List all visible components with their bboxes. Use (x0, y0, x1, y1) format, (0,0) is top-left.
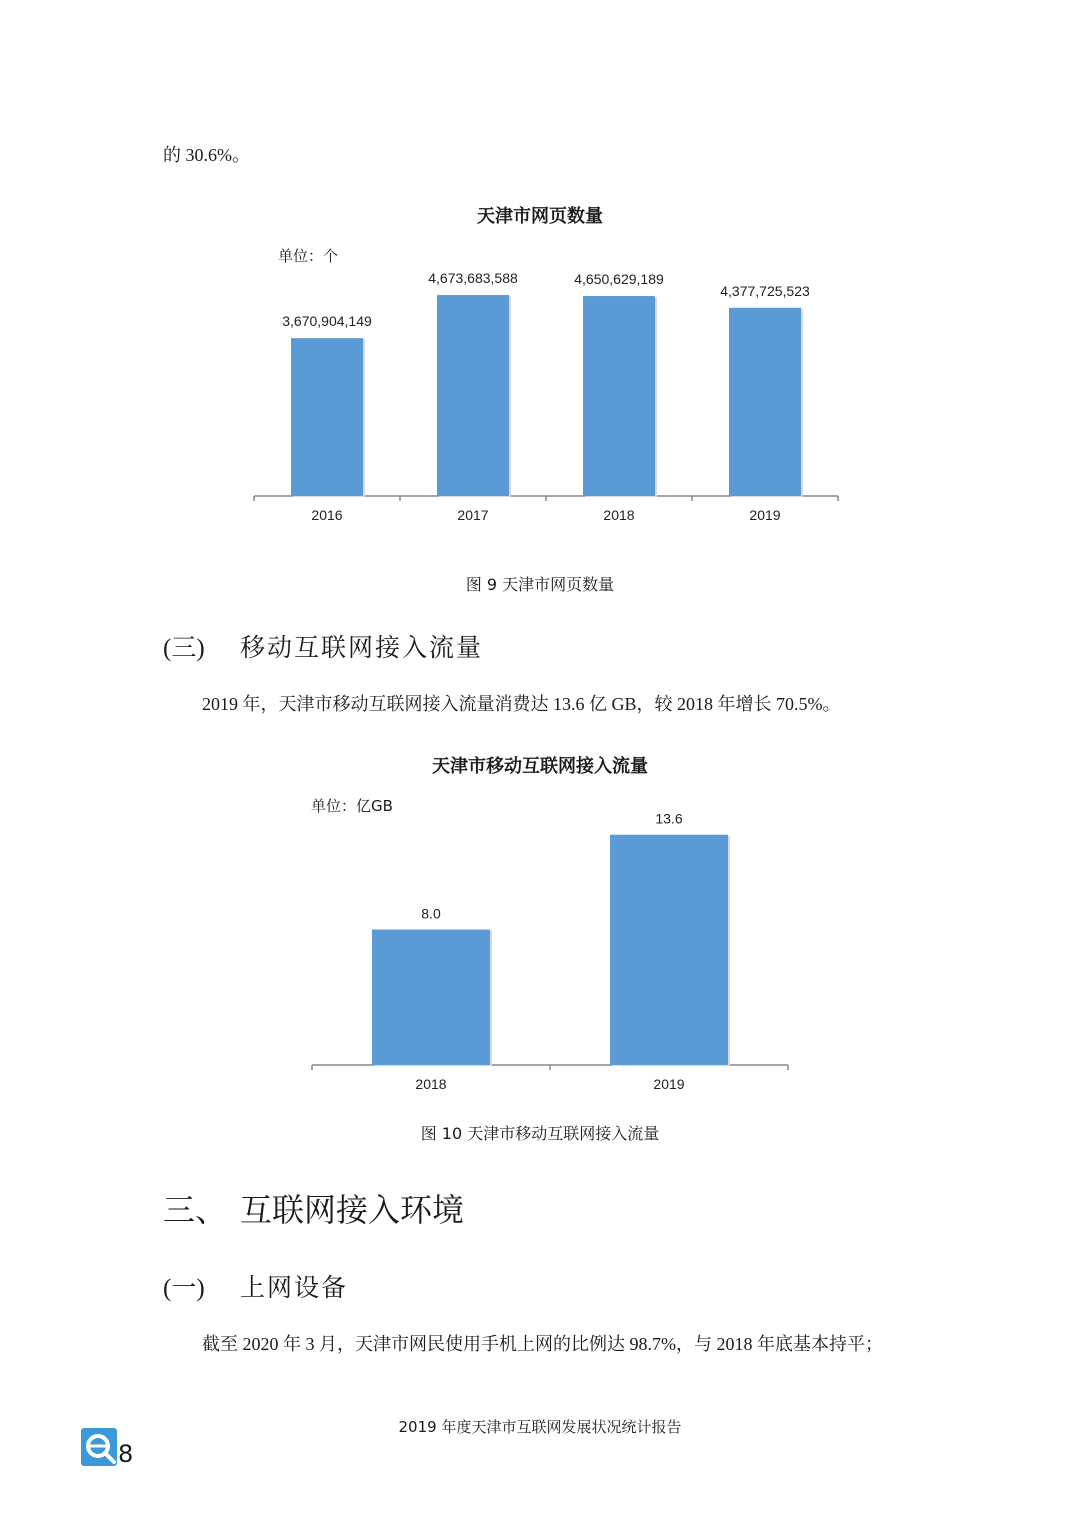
bar-2018 (372, 930, 490, 1065)
traffic-paragraph: 2019 年，天津市移动互联网接入流量消费达 13.6 亿 GB，较 2018 年增长 70.5%。 (202, 694, 841, 714)
section3-title: 移动互联网接入流量 (240, 635, 484, 662)
section1-number: (一) (163, 1275, 205, 1302)
bar-2016 (291, 338, 363, 496)
bar-value-label: 4,673,683,588 (428, 270, 518, 287)
chart1-caption: 图 9 天津市网页数量 (465, 575, 615, 594)
section1-title: 上网设备 (240, 1275, 349, 1302)
footer-page-number: 8 (118, 1440, 134, 1468)
x-tick-label: 2016 (311, 507, 343, 523)
bar-2019 (610, 835, 728, 1065)
intro-text-fragment: 的 30.6%。 (163, 145, 250, 165)
bar-value-label: 4,650,629,189 (574, 271, 664, 288)
bar-value-label: 13.6 (655, 810, 683, 827)
devices-paragraph: 截至 2020 年 3 月，天津市网民使用手机上网的比例达 98.7%，与 2018 年底基本持平； (202, 1334, 883, 1354)
bar-2018 (583, 296, 655, 496)
bar-2017 (437, 295, 509, 496)
chapter3-title: 互联网接入环境 (240, 1191, 465, 1229)
x-tick-label: 2019 (749, 507, 781, 523)
x-tick-label: 2017 (457, 507, 489, 523)
chart1-unit-label: 单位：个 (278, 247, 339, 265)
chapter3-number: 三、 (163, 1191, 228, 1229)
footer-report-title: 2019 年度天津市互联网发展状况统计报告 (398, 1418, 682, 1436)
x-tick-label: 2018 (603, 507, 635, 523)
bar-value-label: 8.0 (421, 905, 441, 922)
e-search-logo-icon (81, 1428, 117, 1466)
x-tick-label: 2018 (415, 1076, 447, 1092)
x-tick-label: 2019 (653, 1076, 685, 1092)
bar-2019 (729, 308, 801, 496)
bar-value-label: 4,377,725,523 (720, 282, 810, 299)
chart2-caption: 图 10 天津市移动互联网接入流量 (420, 1124, 660, 1143)
section3-number: (三) (163, 635, 205, 662)
chart1-bar-chart (240, 260, 850, 535)
chart2-title: 天津市移动互联网接入流量 (432, 756, 648, 777)
bar-value-label: 3,670,904,149 (282, 313, 372, 330)
chart1-title: 天津市网页数量 (477, 206, 603, 227)
chart2-bar-chart (300, 800, 800, 1100)
chart2-unit-label: 单位：亿GB (311, 797, 393, 815)
